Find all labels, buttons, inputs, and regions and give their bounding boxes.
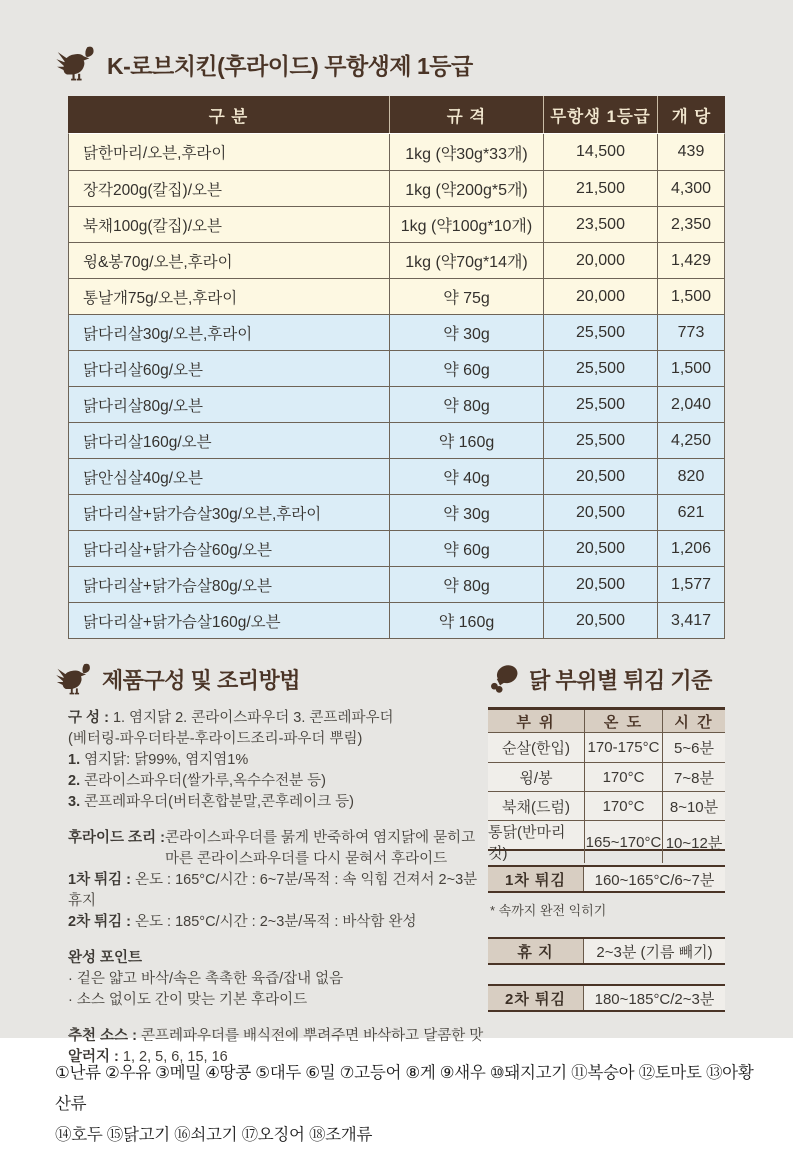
price-cell: 25,500	[543, 351, 657, 386]
fry-standard-section	[485, 663, 725, 1083]
step-value: 2~3분 (기름 빼기)	[584, 939, 725, 963]
composition-section	[55, 663, 485, 1083]
price-table	[68, 96, 725, 639]
spec-cell: 약 160g	[389, 423, 543, 458]
finish-points-title: 완성 포인트	[68, 950, 143, 966]
step-value: 160~165°C/6~7분	[584, 867, 725, 891]
price-cell: 25,500	[543, 387, 657, 422]
composition-heading-row	[55, 663, 485, 696]
rooster-icon	[55, 46, 97, 82]
rooster-icon	[55, 663, 93, 696]
unit-price-cell: 621	[657, 495, 724, 530]
fry-method	[68, 828, 485, 933]
spec-cell: 약 80g	[389, 387, 543, 422]
spec-cell: 약 30g	[389, 495, 543, 530]
table-row	[69, 602, 724, 638]
composition-lines	[68, 708, 485, 813]
spec-cell: 약 75g	[389, 279, 543, 314]
fry-table-row	[488, 820, 725, 862]
product-name-cell: 닭한마리/오븐,후라이	[83, 145, 227, 162]
table-row	[69, 422, 724, 458]
time-cell: 7~8분	[662, 763, 725, 791]
temp-cell: 170°C	[584, 763, 662, 791]
spec-cell: 약 60g	[389, 531, 543, 566]
table-row	[69, 170, 724, 206]
price-cell: 20,000	[543, 243, 657, 278]
unit-price-cell: 1,577	[657, 567, 724, 602]
text-line: 1. 염지닭: 닭99%, 염지염1%	[68, 752, 249, 768]
part-cell: 순살(한입)	[502, 740, 570, 757]
col-header-unit: 개 당	[657, 96, 725, 133]
step-label: 휴 지	[488, 939, 584, 963]
table-row	[69, 458, 724, 494]
fry-standard-title: 닭 부위별 튀김 기준	[529, 667, 712, 693]
text-line: 2. 콘라이스파우더(쌀가루,옥수수전분 등)	[68, 773, 326, 789]
fry-step-row	[488, 937, 725, 965]
text-line: (베터링-파우더타분-후라이드조리-파우더 뿌림)	[68, 731, 363, 747]
price-cell: 20,500	[543, 459, 657, 494]
col-header-time: 시 간	[662, 710, 725, 732]
temp-cell: 165~170°C	[584, 821, 662, 863]
allergen-line-1: ①난류 ②우유 ③메밀 ④땅콩 ⑤대두 ⑥밀 ⑦고등어 ⑧게 ⑨새우 ⑩돼지고기 ⑪복숭아 ⑫토마토 ⑬아황산류	[55, 1064, 754, 1113]
product-name-cell: 닭다리살+닭가슴살30g/오븐,후라이	[83, 505, 322, 523]
unit-price-cell: 1,206	[657, 531, 724, 566]
allergen-line-2: ⑭호두 ⑮닭고기 ⑯쇠고기 ⑰오징어 ⑱조개류	[55, 1126, 373, 1144]
unit-price-cell: 439	[657, 134, 724, 170]
unit-price-cell: 2,040	[657, 387, 724, 422]
fry1-line: 1차 튀김 : 온도 : 165°C/시간 : 6~7분/목적 : 속 익힘 건져서 2~3분 휴지	[68, 872, 478, 909]
step-value: 180~185°C/2~3분	[584, 986, 725, 1010]
composition-title: 제품구성 및 조리방법	[102, 668, 300, 693]
time-cell: 8~10분	[662, 792, 725, 820]
price-cell: 20,500	[543, 531, 657, 566]
table-row	[69, 242, 724, 278]
part-cell: 북채(드럼)	[502, 798, 570, 816]
part-cell: 통닭(반마리 컷)	[488, 824, 566, 862]
time-cell: 10~12분	[662, 821, 725, 863]
unit-price-cell: 4,300	[657, 171, 724, 206]
product-name-cell: 윙&봉70g/오븐,후라이	[83, 253, 233, 271]
allergy-line: 알러지 : 1, 2, 5, 6, 15, 16	[68, 1049, 228, 1065]
table-row	[69, 314, 724, 350]
product-name-cell: 통날개75g/오븐,후라이	[83, 289, 238, 307]
col-header-part: 부 위	[516, 713, 556, 731]
table-row	[69, 530, 724, 566]
text-line: 구 성 : 1. 염지닭 2. 콘라이스파우더 3. 콘프레파우더	[68, 710, 394, 726]
price-table-header	[68, 96, 725, 133]
product-name-cell: 닭다리살80g/오븐	[83, 397, 204, 415]
spec-cell: 1kg (약30g*33개)	[389, 134, 543, 170]
price-table-body	[68, 133, 725, 639]
text-line: 3. 콘프레파우더(버터혼합분말,콘후레이크 등)	[68, 794, 354, 810]
spec-cell: 1kg (약100g*10개)	[389, 207, 543, 242]
fry-table-row	[488, 791, 725, 820]
drumstick-icon	[488, 663, 520, 695]
table-row	[69, 566, 724, 602]
product-name-cell: 닭다리살+닭가슴살80g/오븐	[83, 577, 272, 595]
price-cell: 20,500	[543, 567, 657, 602]
sauce-line: 추천 소스 : 콘프레파우더를 배식전에 뿌려주면 바삭하고 달콤한 맛	[68, 1028, 484, 1044]
composition-text	[55, 708, 485, 1068]
product-name-cell: 닭다리살60g/오븐	[83, 361, 204, 379]
part-cell: 윙/봉	[519, 769, 553, 787]
price-cell: 23,500	[543, 207, 657, 242]
price-cell: 20,500	[543, 495, 657, 530]
col-header-spec: 규 격	[389, 96, 543, 133]
bullet-line: · 겉은 얇고 바삭/속은 촉촉한 육즙/잡내 없음	[68, 971, 344, 987]
spec-cell: 약 40g	[389, 459, 543, 494]
price-cell: 25,500	[543, 315, 657, 350]
price-cell: 20,500	[543, 603, 657, 638]
table-row	[69, 350, 724, 386]
fry-table-header	[488, 707, 725, 733]
fry-cook-text: 콘라이스파우더를 묽게 반죽하여 염지닭에 묻히고 마른 콘라이스파우더를 다시 묻혀서 후라이드	[164, 830, 476, 867]
col-header-category: 구 분	[208, 107, 249, 126]
allergen-list	[55, 1058, 765, 1151]
fry-note: * 속까지 완전 익히기	[490, 903, 607, 918]
table-row	[69, 278, 724, 314]
spec-cell: 약 30g	[389, 315, 543, 350]
step-label: 1차 튀김	[488, 867, 584, 891]
unit-price-cell: 773	[657, 315, 724, 350]
table-row	[69, 134, 724, 170]
table-row	[69, 494, 724, 530]
price-cell: 20,000	[543, 279, 657, 314]
table-row	[69, 206, 724, 242]
unit-price-cell: 4,250	[657, 423, 724, 458]
spec-cell: 약 160g	[389, 603, 543, 638]
temp-cell: 170-175°C	[584, 733, 662, 762]
fry-table-row	[488, 762, 725, 791]
page-title: K-로브치킨(후라이드) 무항생제 1등급	[107, 52, 473, 79]
unit-price-cell: 1,500	[657, 279, 724, 314]
fry2-line: 2차 튀김 : 온도 : 185°C/시간 : 2~3분/목적 : 바삭함 완성	[68, 914, 417, 930]
product-name-cell: 닭다리살+닭가슴살60g/오븐	[83, 541, 272, 559]
unit-price-cell: 1,500	[657, 351, 724, 386]
fry-step-row	[488, 984, 725, 1012]
unit-price-cell: 3,417	[657, 603, 724, 638]
price-cell: 25,500	[543, 423, 657, 458]
col-header-price: 무항생 1등급	[543, 96, 657, 133]
fry-step-row	[488, 865, 725, 893]
spec-cell: 1kg (약70g*14개)	[389, 243, 543, 278]
finish-points	[68, 948, 485, 1011]
col-header-temp: 온 도	[584, 710, 662, 732]
product-name-cell: 북채100g(칼집)/오븐	[83, 217, 222, 235]
spec-cell: 1kg (약200g*5개)	[389, 171, 543, 206]
temp-cell: 170°C	[584, 792, 662, 820]
fry-heading-row	[488, 663, 725, 695]
price-cell: 21,500	[543, 171, 657, 206]
spec-cell: 약 80g	[389, 567, 543, 602]
unit-price-cell: 1,429	[657, 243, 724, 278]
product-name-cell: 닭안심살40g/오븐	[83, 469, 204, 487]
step-label: 2차 튀김	[488, 986, 584, 1010]
time-cell: 5~6분	[662, 733, 725, 762]
product-name-cell: 장각200g(칼집)/오븐	[83, 181, 222, 199]
page-title-row	[55, 46, 793, 82]
product-name-cell: 닭다리살160g/오븐	[83, 433, 212, 451]
spec-cell: 약 60g	[389, 351, 543, 386]
price-cell: 14,500	[543, 134, 657, 170]
unit-price-cell: 820	[657, 459, 724, 494]
fry-standard-table	[488, 707, 725, 862]
product-name-cell: 닭다리살+닭가슴살160g/오븐	[83, 613, 281, 631]
bottom-sections	[55, 663, 738, 1083]
table-row	[69, 386, 724, 422]
fry-cook-line: 후라이드 조리 : 콘라이스파우더를 묽게 반죽하여 염지닭에 묻히고 마른 콘라이스파우더를 다시 묻혀서 후라이드	[68, 828, 485, 870]
unit-price-cell: 2,350	[657, 207, 724, 242]
bullet-line: · 소스 없이도 간이 맞는 기본 후라이드	[68, 992, 308, 1008]
fry-table-row	[488, 733, 725, 762]
product-name-cell: 닭다리살30g/오븐,후라이	[83, 325, 253, 343]
